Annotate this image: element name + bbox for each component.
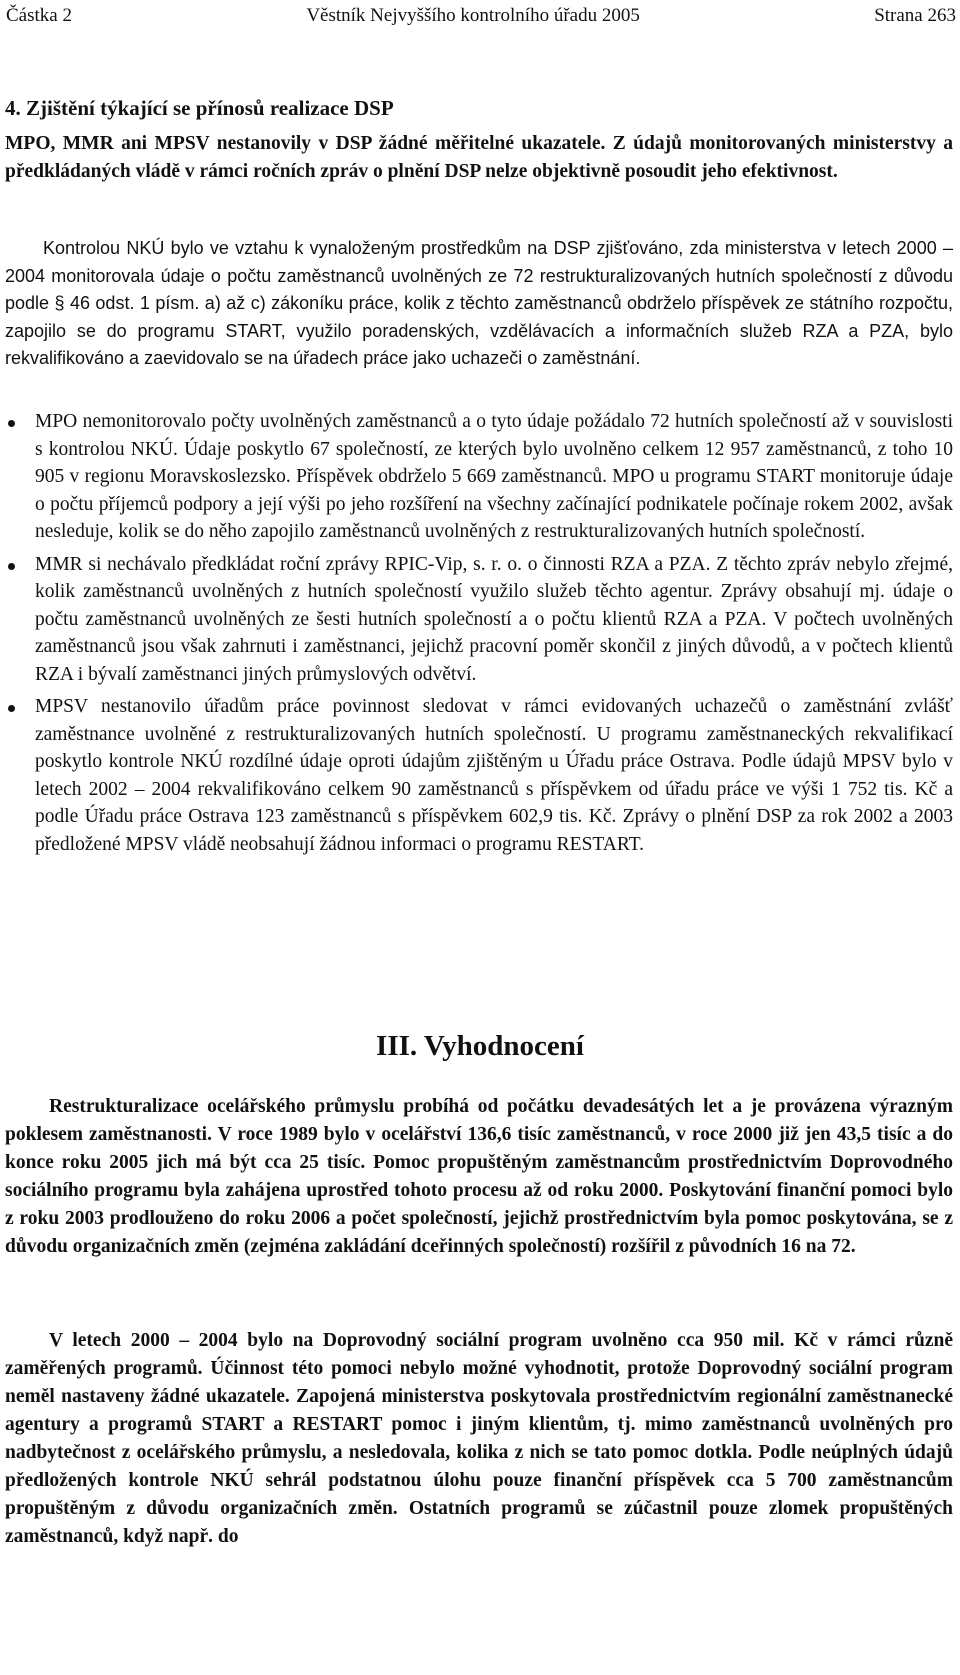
section-heading: 4. Zjištění týkající se přínosů realizace DSP <box>5 96 394 120</box>
finding-mpo: MPO nemonitorovalo počty uvolněných zaměstnanců a o tyto údaje požádalo 72 hutních společností až v souvislosti s kontrolou NKÚ. Údaje poskytlo 67 společností, ze kterých bylo uvolněno celkem 12 957 zaměstnanců, z toho 10 905 v regionu Moravskoslezsko. Příspěvek obdrželo 5 669 zaměstnanců. MPO u programu START monitoruje údaje o počtu příjemců podpory a její výši po jeho rozšíření na všechny začínající podnikatele počínaje rokem 2002, avšak nesleduje, kolik se do něho zapojilo zaměstnanců uvolněných z restrukturalizovaných hutních společností. <box>35 411 953 542</box>
bullet-icon <box>8 705 15 712</box>
bullet-icon <box>8 563 15 570</box>
finding-mmr: MMR si nechávalo předkládat roční zprávy RPIC-Vip, s. r. o. o činnosti RZA a PZA. Z těchto zpráv nebylo zřejmé, kolik zaměstnanců uvolněných z hutních společností využilo služeb těchto agentur. Zprávy obsahují mj. údaje o počtu zaměstnanců uvolněných ze šesti hutních společností a o počtu klientů RZA a PZA. V počtech uvolněných zaměstnanců jsou však zahrnuti i zaměstnanci, jejichž pracovní poměr skončil z jiných důvodů, a v počtech klientů RZA i bývalí zaměstnanci jiných průmyslových odvětví. <box>35 553 953 685</box>
finding-mpsv: MPSV nestanovilo úřadům práce povinnost sledovat v rámci evidovaných uchazečů o zaměstnání zvlášť zaměstnance uvolněné z restrukturalizovaných hutních společností. U programu zaměstnaneckých rekvalifikací poskytlo kontrole NKÚ rozdílné údaje oproti údajům zjištěným u Úřadu práce Ostrava. Podle údajů MPSV bylo v letech 2002 – 2004 rekvalifikováno celkem 90 zaměstnanců s příspěvkem od úřadu práce ve výši 1 752 tis. Kč a podle Úřadu práce Ostrava 123 zaměstnanců s příspěvkem 602,9 tis. Kč. Zprávy o plnění DSP za rok 2002 a 2003 předložené MPSV vládě neobsahují žádnou informaci o programu RESTART. <box>35 696 953 855</box>
list-item <box>5 408 953 546</box>
page-header <box>6 4 956 28</box>
list-item <box>5 551 953 689</box>
findings-list <box>5 408 953 858</box>
evaluation-block-2 <box>5 1327 953 1551</box>
header-issue: Částka 2 <box>6 5 72 26</box>
evaluation-paragraph-2: V letech 2000 – 2004 bylo na Doprovodný sociální program uvolněno cca 950 mil. Kč v rámci různě zaměřených programů. Účinnost této pomoci nebylo možné vyhodnotit, protože Doprovodný sociální program neměl nastaveny žádné ukazatele. Zapojená ministerstva poskytovala prostřednictvím regionální zaměstnanecké agentury a programů START a RESTART pomoc i jiným klientům, tj. mimo zaměstnanců uvolněných pro nadbytečnost z ocelářského průmyslu, a nesledovala, kolika z nich se tato pomoc dotkla. Podle neúplných údajů předložených kontrole NKÚ sehrál podstatnou úlohu pouze finanční příspěvek cca 5 700 zaměstnancům propuštěným z důvodu organizačních změn. Ostatních programů se zúčastnil pouze zlomek propuštěných zaměstnanců, když např. do <box>5 1330 953 1547</box>
chapter-title: III. Vyhodnocení <box>376 1030 584 1062</box>
list-item <box>5 693 953 858</box>
header-page-number: Strana 263 <box>874 5 956 26</box>
bullet-icon <box>8 420 15 427</box>
intro-block <box>5 130 953 186</box>
control-block <box>5 235 953 373</box>
evaluation-block-1 <box>5 1093 953 1261</box>
evaluation-paragraph-1: Restrukturalizace ocelářského průmyslu probíhá od počátku devadesátých let a je provázena výrazným poklesem zaměstnanosti. V roce 1989 bylo v ocelářství 136,6 tisíc zaměstnanců, v roce 2000 již jen 43,5 tisíc a do konce roku 2005 jich má být cca 25 tisíc. Pomoc propuštěným zaměstnancům prostřednictvím Doprovodného sociálního programu byla zahájena uprostřed tohoto procesu až od roku 2000. Poskytování finanční pomoci bylo z roku 2003 prodlouženo do roku 2006 a počet společností, jejichž prostřednictvím byla pomoc poskytována, se z důvodu organizačních změn (zejména zakládání dceřinných společností) rozšířil z původních 16 na 72. <box>5 1096 953 1257</box>
control-paragraph: Kontrolou NKÚ bylo ve vztahu k vynaloženým prostředkům na DSP zjišťováno, zda ministerstva v letech 2000 – 2004 monitorovala údaje o počtu zaměstnanců uvolněných ze 72 restrukturalizovaných hutních společností z důvodu podle § 46 odst. 1 písm. a) až c) zákoníku práce, kolik z těchto zaměstnanců obdrželo příspěvek ze státního rozpočtu, zapojilo se do programu START, využilo poradenských, vzdělávacích a informačních služeb RZA a PZA, bylo rekvalifikováno a zaevidovalo se na úřadech práce jako uchazeči o zaměstnání. <box>5 238 953 368</box>
header-publication: Věstník Nejvyššího kontrolního úřadu 2005 <box>306 5 640 26</box>
findings-list-block <box>5 408 953 858</box>
intro-bold-paragraph: MPO, MMR ani MPSV nestanovily v DSP žádné měřitelné ukazatele. Z údajů monitorovaných ministerstvy a předkládaných vládě v rámci ročních zpráv o plnění DSP nelze objektivně posoudit jeho efektivnost. <box>5 133 953 182</box>
